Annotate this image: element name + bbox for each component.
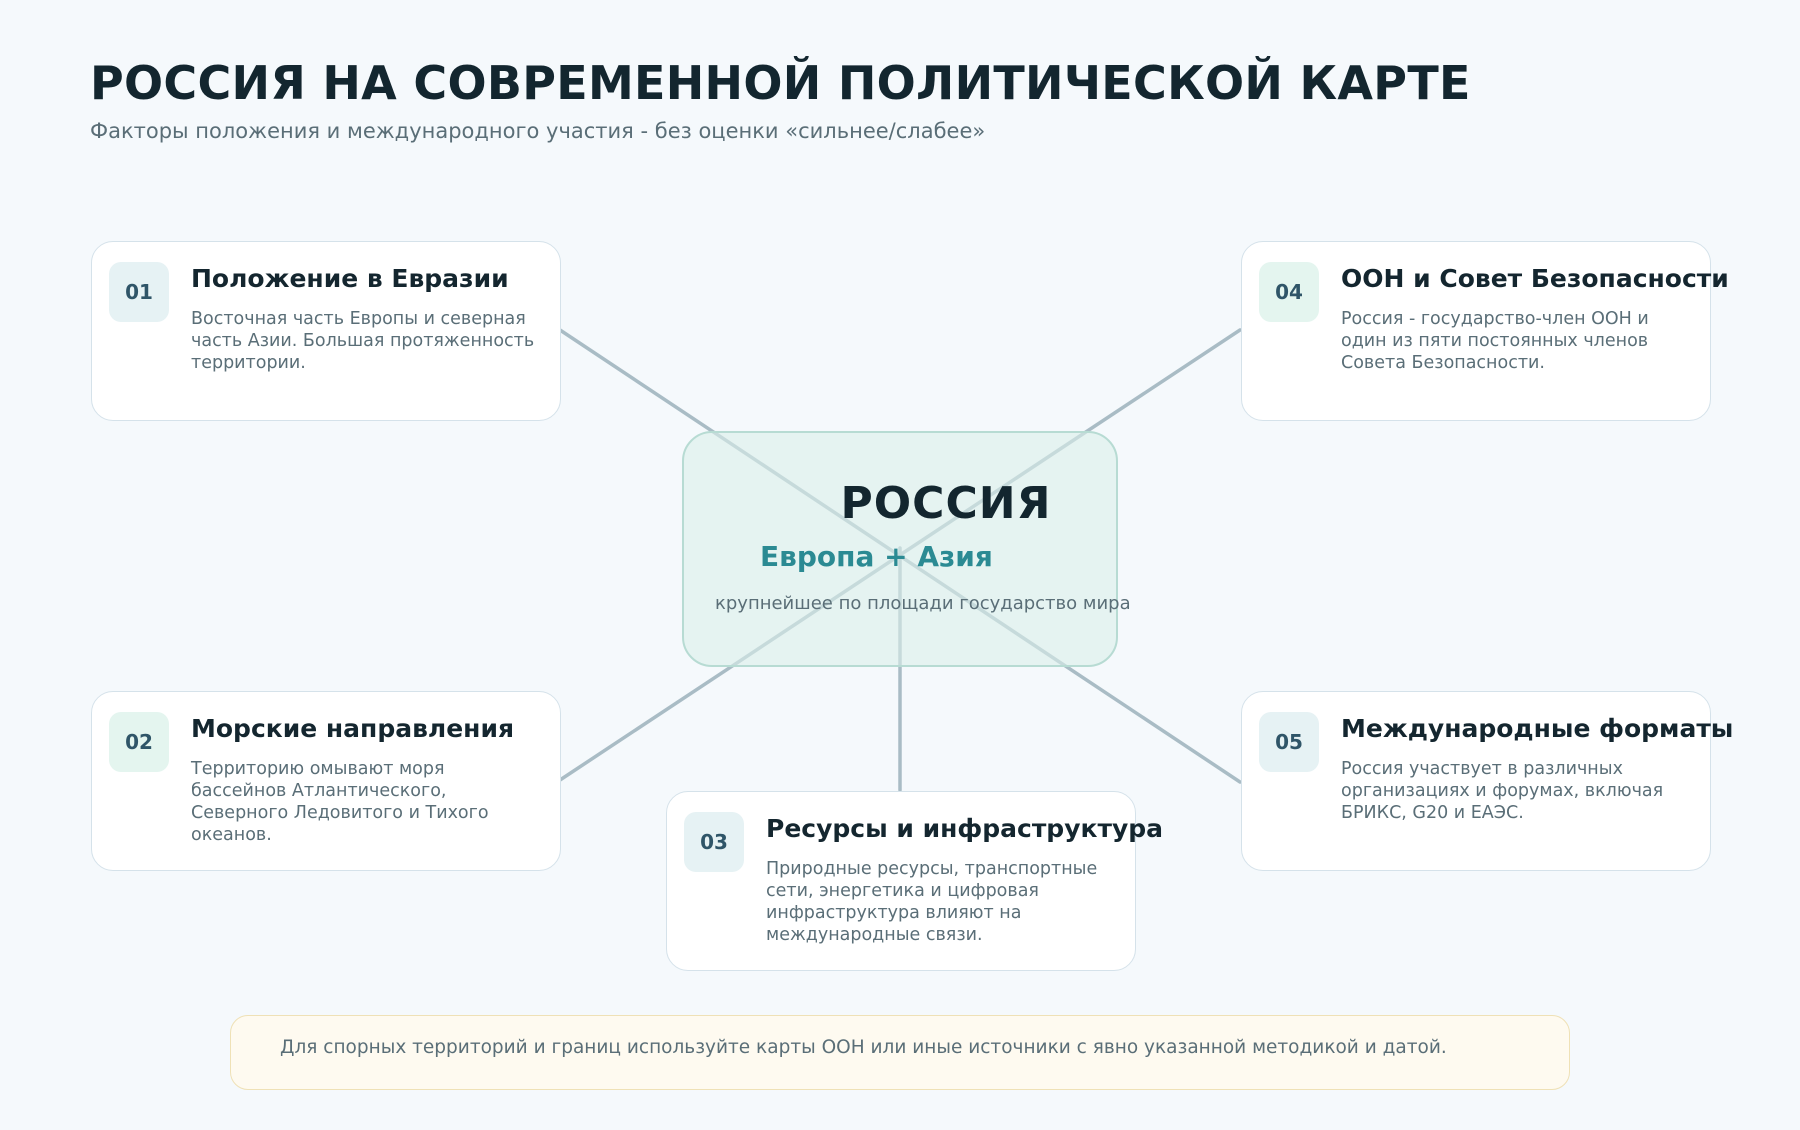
card-text: Территорию омывают моря бассейнов Атлантического, Северного Ледовитого и Тихого океанов. — [191, 759, 489, 845]
factor-card-03 — [666, 791, 1164, 971]
card-number-badge: 01 — [109, 262, 169, 322]
disclaimer-note-text: Для спорных территорий и границ используйте карты ООН или иные источники с явно указанной методикой и датой. — [280, 1037, 1447, 1058]
center-node-title: РОССИЯ — [840, 478, 1052, 529]
factor-card-04 — [1241, 241, 1729, 421]
card-title: Ресурсы и инфраструктура — [766, 814, 1164, 843]
page-subtitle: Факторы положения и международного участия - без оценки «сильнее/слабее» — [90, 119, 986, 143]
card-number-badge: 03 — [684, 812, 744, 872]
card-number-badge: 04 — [1259, 262, 1319, 322]
card-title: Международные форматы — [1341, 714, 1734, 743]
center-node-description: крупнейшее по площади государство мира — [715, 593, 1131, 614]
card-title: ООН и Совет Безопасности — [1341, 264, 1729, 293]
card-text: Россия - государство-член ООН и один из пяти постоянных членов Совета Безопасности. — [1341, 309, 1649, 373]
factor-card-01 — [91, 241, 561, 421]
card-title: Положение в Евразии — [191, 264, 509, 293]
center-node-subtitle: Европа + Азия — [760, 540, 993, 573]
factor-card-02 — [91, 691, 561, 871]
card-text: Природные ресурсы, транспортные сети, энергетика и цифровая инфраструктура влияют на международные связи. — [766, 859, 1098, 945]
card-title: Морские направления — [191, 714, 515, 743]
card-text: Россия участвует в различных организациях и форумах, включая БРИКС, G20 и ЕАЭС. — [1341, 759, 1664, 823]
factor-card-05 — [1241, 691, 1734, 871]
page-title: РОССИЯ НА СОВРЕМЕННОЙ ПОЛИТИЧЕСКОЙ КАРТЕ — [90, 56, 1471, 110]
disclaimer-note — [230, 1015, 1570, 1090]
card-number-badge: 02 — [109, 712, 169, 772]
card-number-badge: 05 — [1259, 712, 1319, 772]
card-text: Восточная часть Европы и северная часть Азии. Большая протяженность территории. — [191, 309, 535, 373]
